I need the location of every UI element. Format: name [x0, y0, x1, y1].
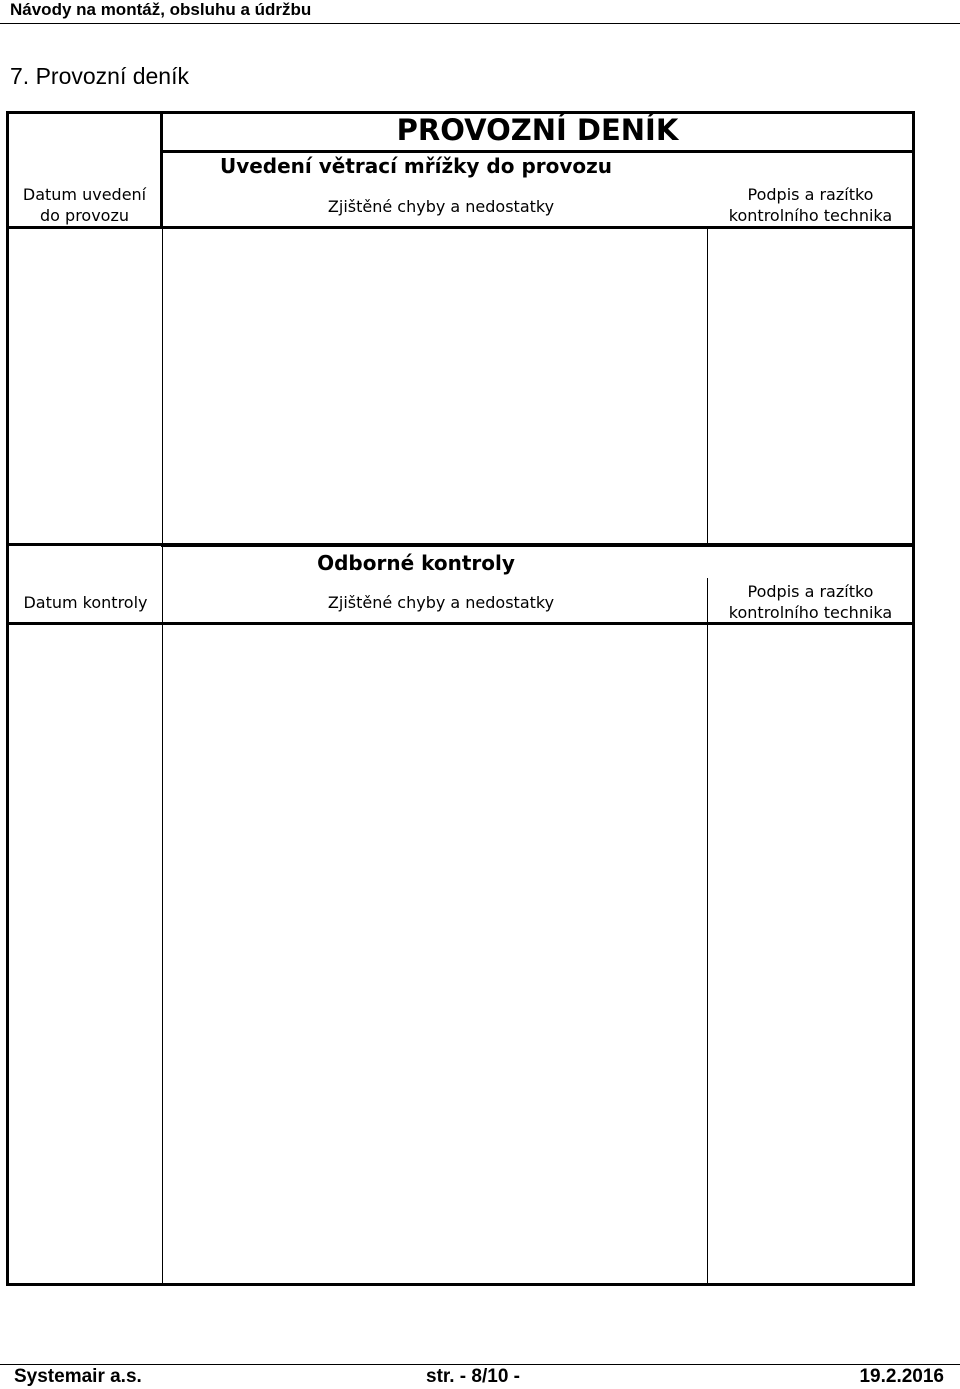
document-header-title: Návody na montáž, obsluhu a údržbu: [10, 0, 312, 19]
inspection-signature-entry-cell[interactable]: [708, 625, 912, 1283]
defects-header: Zjištěné chyby a nedostatky: [327, 197, 555, 216]
footer-company: Systemair a.s.: [14, 1366, 142, 1387]
signature-header: [709, 184, 912, 226]
commissioning-date-entry-cell[interactable]: [9, 229, 162, 543]
log-title: PROVOZNÍ DENÍK: [396, 113, 679, 147]
commissioning-subtitle: Uvedení větrací mřížky do provozu: [219, 154, 613, 178]
table1-right-border: [912, 111, 915, 546]
header-divider: [0, 23, 960, 24]
commissioning-date-header: [9, 184, 160, 226]
signature-header-line2: kontrolního technika: [728, 206, 893, 225]
commissioning-signature-entry-cell[interactable]: [708, 229, 912, 543]
inspection-date-header: Datum kontroly: [23, 593, 148, 612]
inspections-subtitle: Odborné kontroly: [317, 551, 515, 575]
table1-title-divider: [161, 150, 915, 153]
footer-date: 19.2.2016: [859, 1366, 944, 1387]
inspection-signature-header-line2: kontrolního technika: [728, 603, 893, 622]
commissioning-date-header-line2: do provozu: [40, 206, 129, 225]
commissioning-date-header-line1: Datum uvedení: [22, 185, 147, 204]
inspection-signature-header-line1: Podpis a razítko: [747, 582, 874, 601]
table2-bottom-border: [6, 1283, 915, 1286]
commissioning-defects-entry-cell[interactable]: [163, 229, 707, 543]
inspection-defects-header: Zjištěné chyby a nedostatky: [327, 593, 555, 612]
section-heading: 7. Provozní deník: [10, 63, 189, 89]
footer-page-number: str. - 8/10 -: [426, 1366, 520, 1387]
signature-header-line1: Podpis a razítko: [747, 185, 874, 204]
table2-top-border: [161, 544, 915, 547]
inspection-date-entry-cell[interactable]: [9, 625, 162, 1283]
table2-right-border: [912, 544, 915, 1286]
inspection-defects-entry-cell[interactable]: [163, 625, 707, 1283]
footer-divider: [0, 1364, 960, 1365]
inspection-signature-header: [709, 581, 912, 623]
